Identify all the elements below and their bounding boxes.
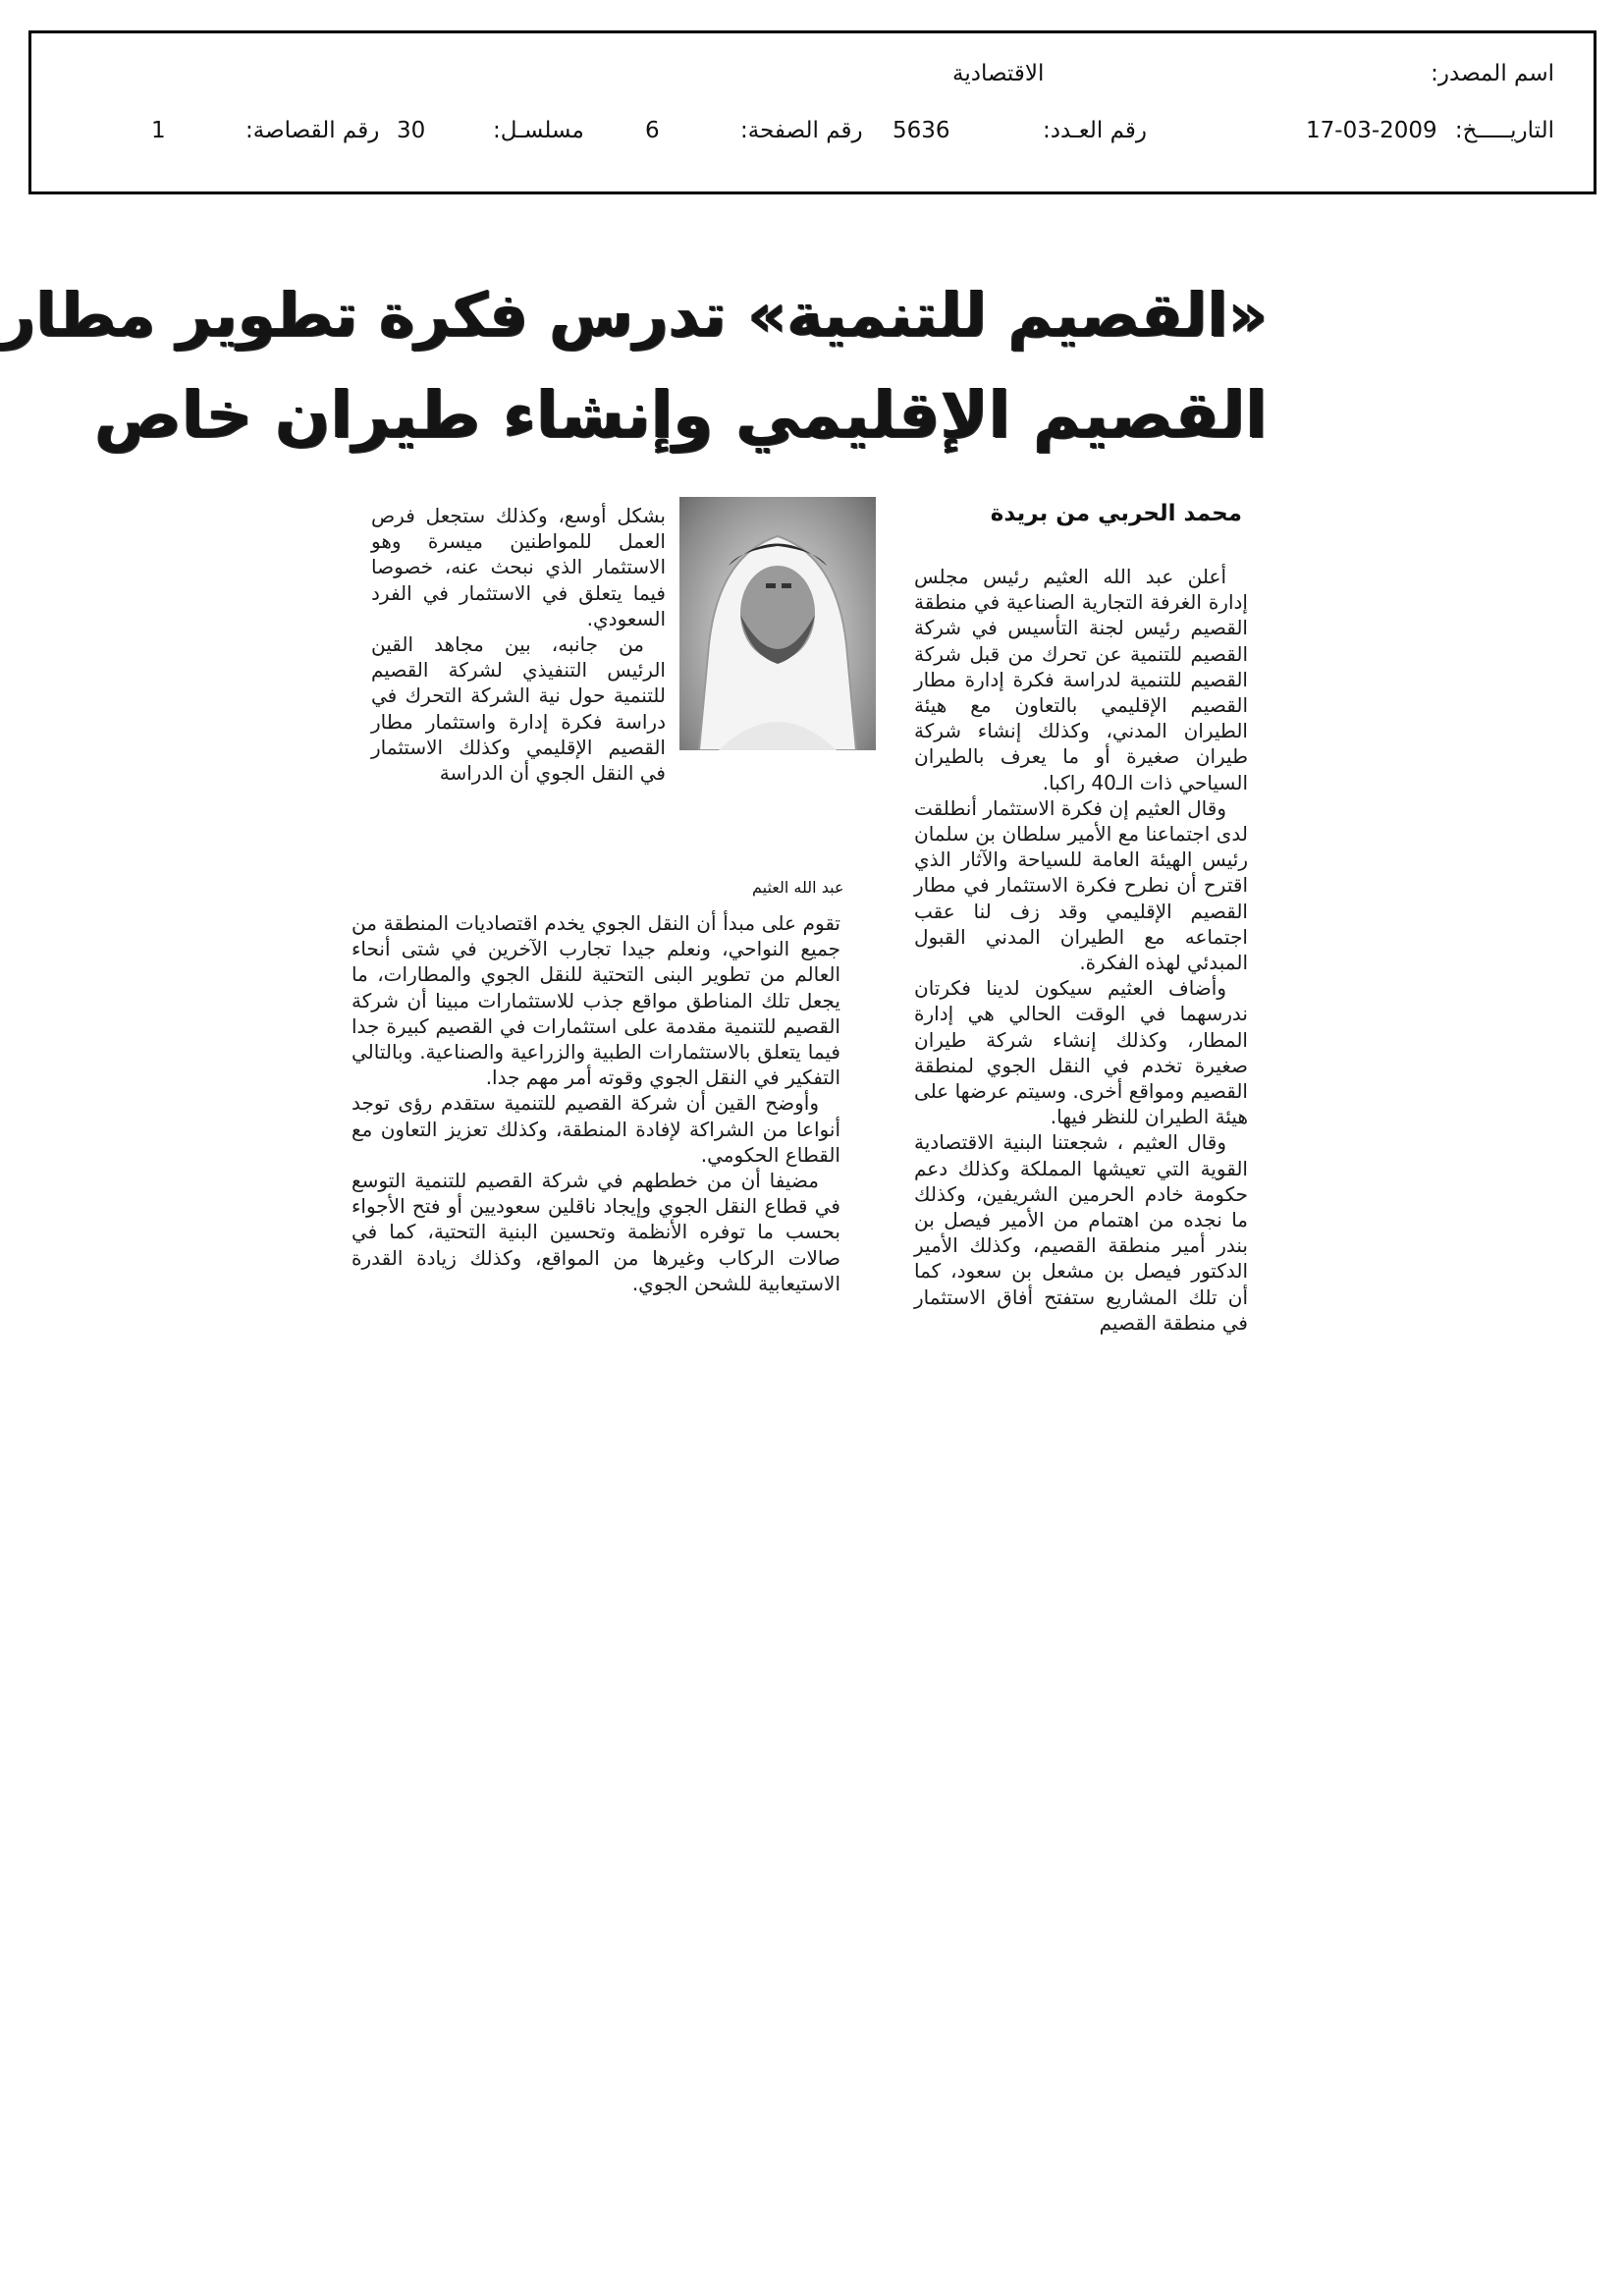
serial-label: مسلسـل: — [493, 118, 584, 143]
photo-caption: عبد الله العثيم — [752, 878, 844, 897]
page-value: 6 — [645, 118, 660, 143]
portrait-figure-icon — [679, 497, 876, 750]
source-label: اسم المصدر: — [1431, 61, 1554, 86]
issue-label: رقم العـدد: — [1043, 118, 1148, 143]
article-column-right — [914, 564, 1248, 1336]
date-label: التاريـــــخ: — [1454, 118, 1554, 143]
headline-line-1: «القصيم للتنمية» تدرس فكرة تطوير مطار — [0, 279, 1268, 351]
paragraph: أعلن عبد الله العثيم رئيس مجلس إدارة الغرفة التجارية الصناعية في منطقة القصيم رئيس لجنة التأسيس في شركة القصيم للتنمية عن تحرك من قبل شركة القصيم للتنمية لدراسة فكرة إدارة مطار القصيم الإقليمي بالتعاون مع هيئة الطيران المدني، وكذلك إنشاء شركة طيران صغيرة أو ما يعرف بالطيران السياحي ذات الـ40 راكبا. — [914, 565, 1248, 794]
paragraph: مضيفا أن من خططهم في شركة القصيم للتنمية التوسع في قطاع النقل الجوي وإيجاد ناقلين سعوديين أو فتح الأجواء بحسب ما توفره الأنظمة وتحسين البنية التحتية، كما في صالات الركاب وغيرها من المواقع، وكذلك زيادة القدرة الاستيعابية للشحن الجوي. — [352, 1169, 840, 1295]
paragraph: وأوضح القين أن شركة القصيم للتنمية ستقدم رؤى توجد أنواعا من الشراكة لإفادة المنطقة، وكذلك تعزيز التعاون مع القطاع الحكومي. — [352, 1091, 840, 1167]
newspaper-clipping — [0, 257, 1268, 1534]
paragraph: وقال العثيم ، شجعتنا البنية الاقتصادية القوية التي تعيشها المملكة وكذلك دعم حكومة خادم الحرمين الشريفين، وكذلك ما نجده من اهتمام من الأمير فيصل بن بندر أمير منطقة القصيم، وكذلك الأمير الدكتور فيصل بن مشعل بن سعود، كما أن تلك المشاريع ستفتح أفاق الاستثمار في منطقة القصيم — [914, 1130, 1248, 1335]
clip-label: رقم القصاصة: — [245, 118, 380, 143]
byline: محمد الحربي من بريدة — [990, 501, 1242, 526]
clip-value: 1 — [151, 118, 166, 143]
page-label: رقم الصفحة: — [740, 118, 863, 143]
paragraph: وأضاف العثيم سيكون لدينا فكرتان ندرسهما في الوقت الحالي هي إدارة المطار، وكذلك إنشاء شركة طيران صغيرة تخدم في النقل الجوي لمنطقة القصيم ومواقع أخرى. وسيتم عرضها على هيئة الطيران للنظر فيها. — [914, 976, 1248, 1129]
portrait-photo — [679, 497, 876, 750]
headline-line-2: القصيم الإقليمي وإنشاء طيران خاص — [94, 377, 1268, 453]
paragraph: من جانبه، بين مجاهد القين الرئيس التنفيذي لشركة القصيم للتنمية حول نية الشركة التحرك في دراسة فكرة إدارة واستثمار مطار القصيم الإقليمي وكذلك الاستثمار في النقل الجوي أن الدراسة — [371, 632, 666, 786]
date-value: 17-03-2009 — [1306, 118, 1437, 143]
issue-value: 5636 — [893, 118, 950, 143]
paragraph: بشكل أوسع، وكذلك ستجعل فرص العمل للمواطنين ميسرة وهو الاستثمار الذي نبحث عنه، خصوصا فيما يتعلق في الاستثمار في الفرد السعودي. — [371, 504, 666, 630]
article-column-left-top — [371, 503, 666, 786]
clipping-metadata-box — [28, 30, 1596, 194]
paragraph: وقال العثيم إن فكرة الاستثمار أنطلقت لدى اجتماعنا مع الأمير سلطان بن سلمان رئيس الهيئة العامة للسياحة والآثار الذي اقترح أن نطرح فكرة الاستثمار في مطار القصيم الإقليمي وقد زف لنا عقب اجتماعه مع الطيران المدني القبول المبدئي لهذه الفكرة. — [914, 795, 1248, 975]
paragraph: تقوم على مبدأ أن النقل الجوي يخدم اقتصاديات المنطقة من جميع النواحي، ونعلم جيدا تجارب الآخرين في شتى أنحاء العالم من تطوير البنى التحتية للنقل الجوي والمطارات، ما يجعل تلك المناطق مواقع جذب للاستثمارات مبينا أن شركة القصيم للتنمية مقدمة على استثمارات في القصيم كبيرة جدا فيما يتعلق بالاستثمارات الطبية والزراعية والصناعية. وبالتالي التفكير في النقل الجوي وقوته أمر مهم جدا. — [352, 911, 840, 1090]
serial-value: 30 — [397, 118, 426, 143]
article-column-left-bottom — [352, 910, 840, 1296]
source-value: الاقتصادية — [952, 61, 1045, 86]
